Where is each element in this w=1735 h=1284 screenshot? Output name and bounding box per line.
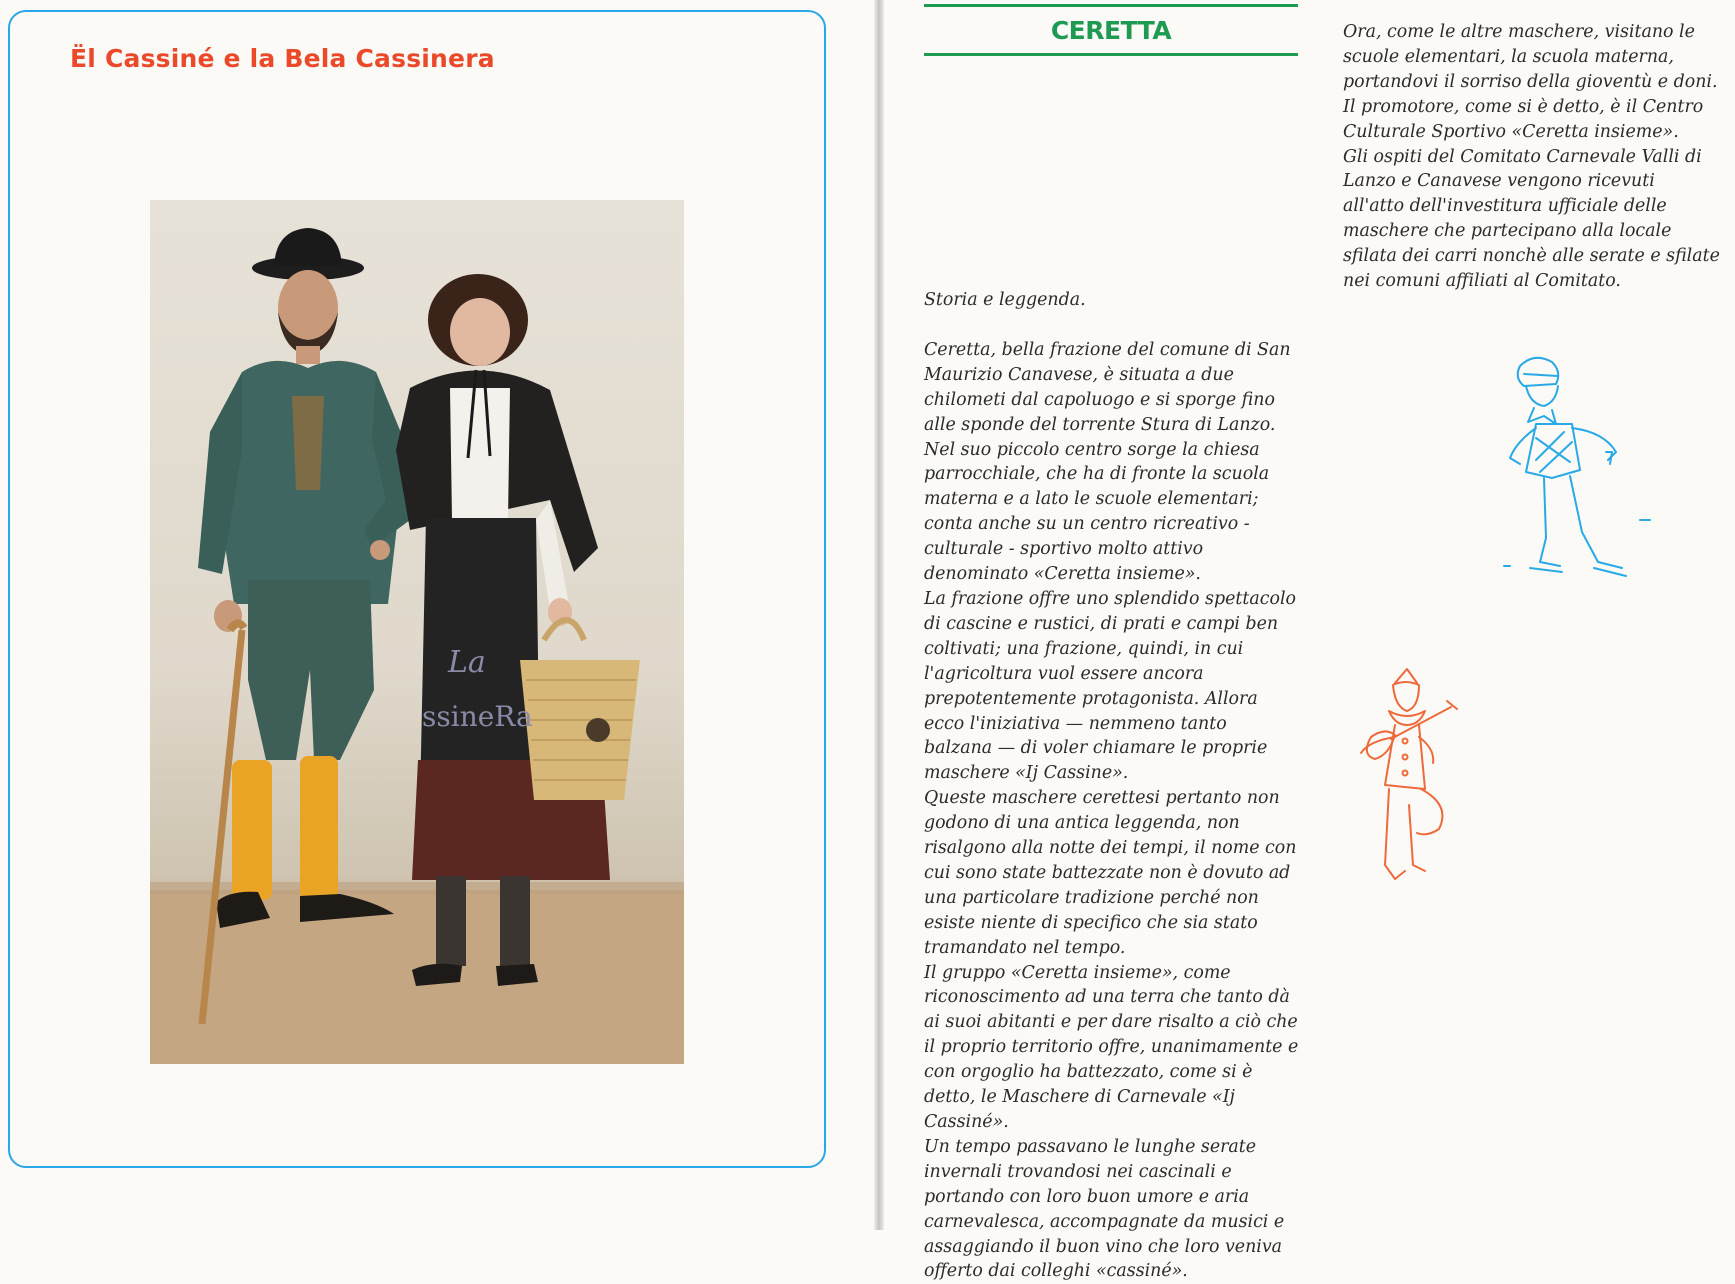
apron-text-line1: La bbox=[448, 645, 486, 680]
harlequin-drawing bbox=[1500, 352, 1670, 610]
apron-text-line2: ssineRa bbox=[422, 700, 533, 733]
paragraph: Il gruppo «Ceretta insieme», come riconoscimento ad una terra che tanto dà ai suoi abitanti e per dare risalto a ciò che il proprio territorio offre, unanimamente e con orgoglio ha battezzato, come si è detto, le Maschere di Carnevale «Ij Cassiné». bbox=[924, 962, 1299, 1132]
costume-photo bbox=[150, 200, 684, 1064]
page-gutter bbox=[874, 0, 884, 1230]
paragraph: Queste maschere cerettesi pertanto non godono di una antica leggenda, non risalgono alla notte dei tempi, il nome con cui sono state battezzate non è dovuto ad una particolare tradizione perché non esiste niente di specifico che sia stato tramandato nel tempo. bbox=[924, 788, 1297, 958]
pierrot-drawing bbox=[1355, 665, 1475, 905]
paragraph: Gli ospiti del Comitato Carnevale Valli di Lanzo e Canavese vengono ricevuti all'atto dell'investitura ufficiale delle maschere che partecipano alla locale sfilata dei carri nonchè alle serate e sfilate nei comuni affiliati al Comitato. bbox=[1343, 146, 1720, 292]
paragraph: La frazione offre uno splendido spettacolo di cascine e rustici, di prati e campi ben coltivati; una frazione, quindi, in cui l'agricoltura vuol essere ancora prepotentemente protagonista. Allora ecco l'iniziativa — nemmeno tanto balzana — di voler chiamare le proprie maschere «Ij Cassine». bbox=[924, 588, 1296, 784]
woman-figure bbox=[396, 274, 640, 986]
paragraph: Ora, come le altre maschere, visitano le scuole elementari, la scuola materna, portandovi il sorriso della gioventù e doni. Il promotore, come si è detto, è il Centro Culturale Sportivo «Ceretta insieme». bbox=[1343, 22, 1718, 142]
section-heading: CERETTA bbox=[1050, 16, 1172, 45]
text-column-left bbox=[924, 288, 1300, 1284]
paragraph: Un tempo passavano le lunghe serate invernali trovandosi nei cascinali e portando con loro buon umore e aria carnevalesca, accompagnate da musici e assaggiando il buon vino che loro veniva offerto dai colleghi «cassiné». bbox=[924, 1136, 1285, 1282]
heading-rule-bottom bbox=[924, 53, 1298, 56]
paragraph: Ceretta, bella frazione del comune di San Maurizio Canavese, è situata a due chilometi dal capoluogo e si sporge fino alle sponde del torrente Stura di Lanzo. Nel suo piccolo centro sorge la chiesa parrocchiale, che ha di fronte la scuola materna e a lato le scuole elementari; conta anche su un centro ricreativo - culturale - sportivo molto attivo denominato «Ceretta insieme». bbox=[924, 339, 1291, 585]
left-page-title: Ël Cassiné e la Bela Cassinera bbox=[70, 44, 495, 73]
text-column-right bbox=[1343, 20, 1721, 294]
heading-rule-top bbox=[924, 4, 1298, 7]
subheading: Storia e leggenda. bbox=[924, 290, 1086, 310]
